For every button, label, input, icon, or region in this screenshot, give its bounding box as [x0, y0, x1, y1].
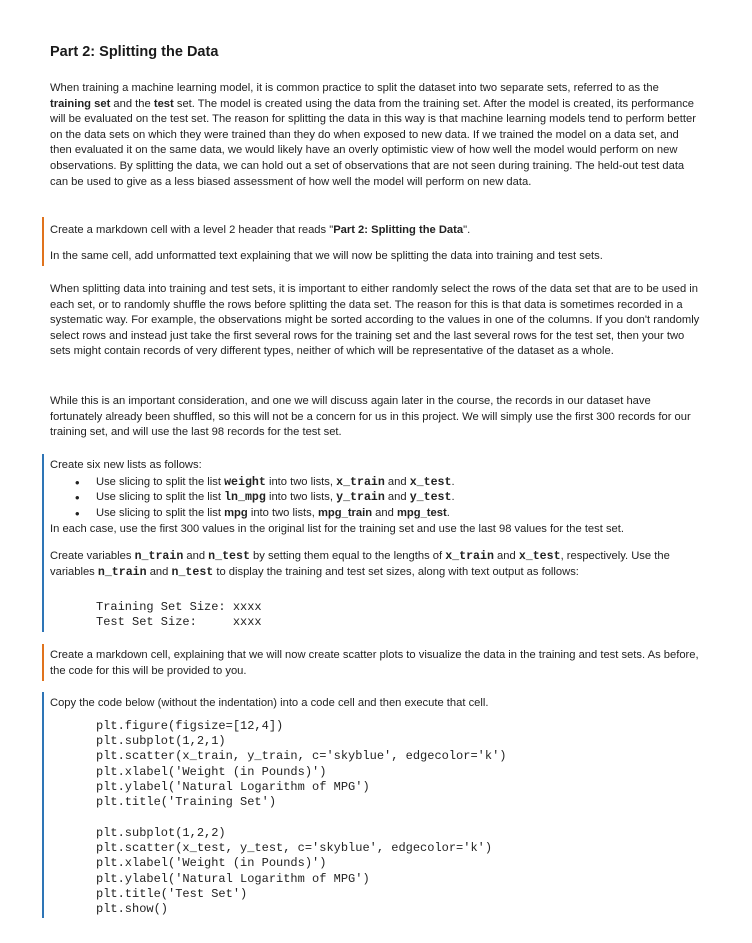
- task-markdown-header: Create a markdown cell with a level 2 header that reads "Part 2: Splitting the Data". In the same cell, add unformatted text explaining that we will now be splitting the data into training and test sets.: [50, 224, 603, 262]
- page-title: Part 2: Splitting the Data: [50, 44, 219, 60]
- code-block-test: plt.subplot(1,2,2) plt.scatter(x_test, y_test, c='skyblue', edgecolor='k') plt.xlabel('Weight (in Pounds)') plt.ylabel('Natural Logarithm of MPG') plt.title('Test Set') plt.show(): [96, 826, 493, 917]
- expected-output: Training Set Size: xxxx Test Set Size: xxxx: [96, 600, 262, 630]
- task-create-lists: Create six new lists as follows: • Use slicing to split the list weight into two lists, x_train and x_test. • Use slicing to split the list ln_mpg into two lists, y_train and y_test. • Use slicing to split the list mpg into two lists, mpg_train and mpg_test. In each case, use the first 300 values in the original list for the training set and use the last 98 values for the test set. Create variables n_train and n_test by setting them equal to the lengths of x_train and x_test, respectively. Use the variables n_train and n_test to display the training and test set sizes, along with text output as follows:: [50, 458, 710, 580]
- task-markdown-scatter: Create a markdown cell, explaining that we will now create scatter plots to visualize the data in the training and test sets. As before, the code for this will be provided to you.: [50, 649, 699, 677]
- task-bar-blue: [42, 454, 44, 632]
- code-block-training: plt.figure(figsize=[12,4]) plt.subplot(1,2,1) plt.scatter(x_train, y_train, c='skyblue', edgecolor='k') plt.xlabel('Weight (in Pounds)') plt.ylabel('Natural Logarithm of MPG') plt.title('Training Set'): [96, 719, 507, 810]
- slicing-list: [50, 475, 710, 522]
- list-item: • Use slicing to split the list ln_mpg into two lists, y_train and y_test.: [50, 490, 710, 506]
- task-bar-orange: [42, 644, 44, 681]
- list-item: • Use slicing to split the list weight into two lists, x_train and x_test.: [50, 475, 710, 491]
- shuffle-paragraph: When splitting data into training and test sets, it is important to either randomly select the rows of the data set that are to be used in each set, or to randomly shuffle the rows before splitting the data set. The reason for this is that data is sometimes recorded in a systematic way. For example, the observations might be sorted according to the values in one of the columns. If you don't randomly select rows and instead just take the first several rows for the training set and the last several rows for the test set, then your two sets might contain records of very different types, neither of which will be representative of the dataset as a whole.: [50, 283, 700, 358]
- list-item: • Use slicing to split the list mpg into two lists, mpg_train and mpg_test.: [50, 506, 710, 522]
- task-copy-code: Copy the code below (without the indentation) into a code cell and then execute that cell.: [50, 697, 489, 709]
- task-bar-orange: [42, 217, 44, 266]
- task-bar-blue: [42, 692, 44, 918]
- records-paragraph: While this is an important consideration, and one we will discuss again later in the course, the records in our dataset have fortunately already been shuffled, so this will not be a concern for us in this project. We will simply use the first 300 records for our training set, and will use the last 98 records for the test set.: [50, 395, 691, 439]
- intro-paragraph: When training a machine learning model, it is common practice to split the dataset into two separate sets, referred to as the training set and the test set. The model is created using the data from the training set. After the model is created, its performance will be evaluated on the test set. The reason for splitting the data in this way is that machine learning models tend to perform better on the data sets on which they were trained than they do when exposed to new data. If we trained the model on a data set, and then evaluated it on the same data, we would likely have an overly optimistic view of how well the model would perform on new observations. By splitting the data, we can hold out a set of observations that are not seen during training. The held-out test data can be used to give as a less biased assessment of how well the model will perform on new data.: [50, 82, 696, 188]
